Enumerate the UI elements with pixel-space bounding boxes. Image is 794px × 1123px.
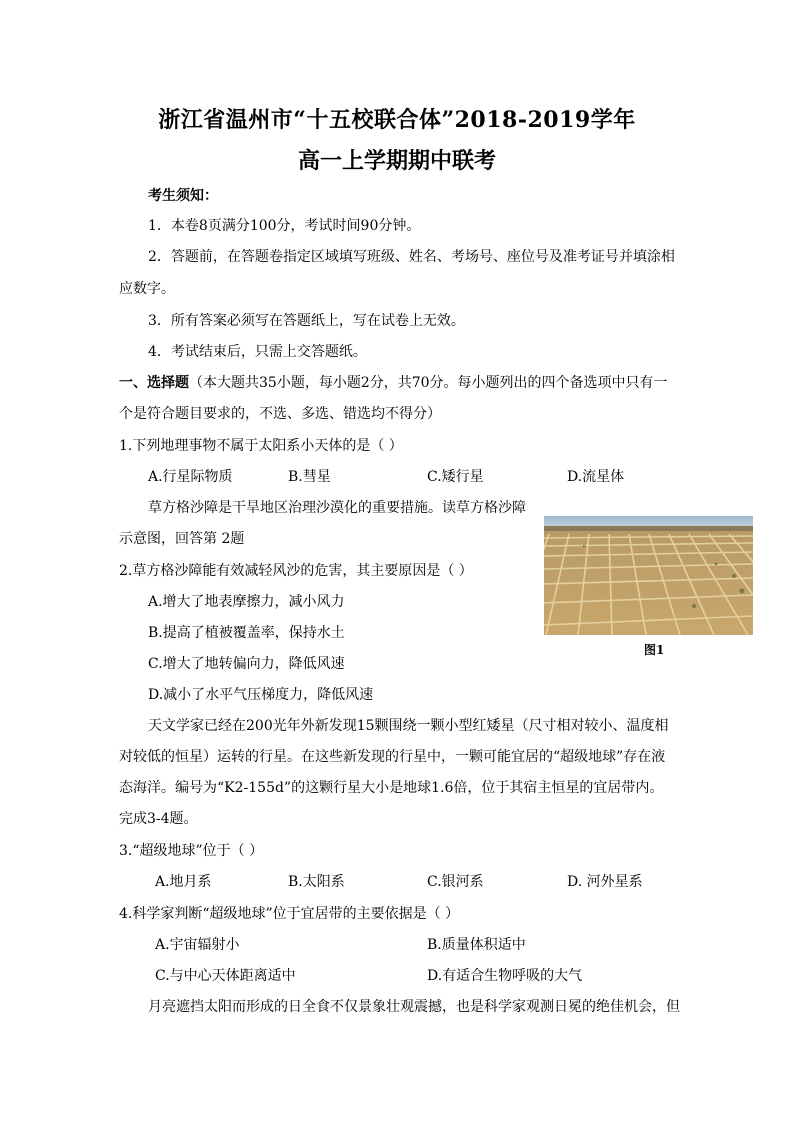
q4-option-d: D.有适合生物呼吸的大气 bbox=[427, 968, 583, 984]
q2-option-d: D.减小了水平气压梯度力，降低风速 bbox=[148, 687, 374, 703]
q4-option-c: C.与中心天体距离适中 bbox=[155, 968, 296, 984]
passage1-line1: 草方格沙障是干旱地区治理沙漠化的重要措施。读草方格沙障 bbox=[148, 500, 526, 516]
q1-option-b: B.彗星 bbox=[288, 469, 331, 485]
q3-option-b: B.太阳系 bbox=[288, 874, 345, 890]
notice-item-3: 3．所有答案必须写在答题纸上，写在试卷上无效。 bbox=[148, 313, 465, 329]
exam-title-line2: 高一上学期期中联考 bbox=[297, 148, 496, 174]
section1-header bbox=[119, 373, 668, 393]
section1-label: 一、选择题 bbox=[119, 375, 189, 391]
q3-option-d: D. 河外星系 bbox=[567, 874, 643, 890]
q1-stem: 1.下列地理事物不属于太阳系小天体的是（ ） bbox=[119, 438, 403, 454]
passage2-line3: 态海洋。编号为“K2-155d”的这颗行星大小是地球1.6倍，位于其宿主恒星的宜居带内。 bbox=[119, 780, 664, 796]
q4-option-b: B.质量体积适中 bbox=[427, 937, 526, 953]
section1-desc: （本大题共35小题，每小题2分，共70分。每小题列出的四个备选项中只有一 bbox=[189, 375, 668, 391]
exam-title-line1: 浙江省温州市“十五校联合体”2018-2019学年 bbox=[158, 107, 636, 133]
section1-desc-cont: 个是符合题目要求的，不选、多选、错选均不得分） bbox=[119, 406, 441, 422]
notice-heading: 考生须知： bbox=[148, 188, 218, 204]
passage2-line4: 完成3-4题。 bbox=[119, 811, 198, 827]
q2-option-a: A.增大了地表摩擦力，减小风力 bbox=[148, 594, 345, 610]
passage3-line1: 月亮遮挡太阳而形成的日全食不仅景象壮观震撼，也是科学家观测日冕的绝佳机会，但 bbox=[148, 999, 680, 1015]
passage2-line1: 天文学家已经在200光年外新发现15颗围绕一颗小型红矮星（尺寸相对较小、温度相 bbox=[148, 718, 669, 734]
q2-stem: 2.草方格沙障能有效减轻风沙的危害，其主要原因是（ ） bbox=[119, 563, 473, 579]
passage1-line2: 示意图，回答第 2题 bbox=[119, 531, 245, 547]
straw-checkerboard-photo bbox=[544, 516, 753, 635]
q2-option-c: C.增大了地转偏向力，降低风速 bbox=[148, 656, 345, 672]
q2-option-b: B.提高了植被覆盖率，保持水土 bbox=[148, 625, 345, 641]
notice-item-1: 1．本卷8页满分100分，考试时间90分钟。 bbox=[148, 218, 421, 234]
notice-item-2-cont: 应数字。 bbox=[119, 281, 175, 297]
q3-stem: 3.“超级地球”位于（ ） bbox=[119, 843, 264, 859]
q3-option-c: C.银河系 bbox=[427, 874, 484, 890]
notice-item-2: 2．答题前，在答题卷指定区域填写班级、姓名、考场号、座位号及准考证号并填涂相 bbox=[148, 249, 675, 265]
q4-stem: 4.科学家判断“超级地球”位于宜居带的主要依据是（ ） bbox=[119, 906, 460, 922]
q1-option-a: A.行星际物质 bbox=[148, 469, 233, 485]
passage2-line2: 对较低的恒星）运转的行星。在这些新发现的行星中，一颗可能宜居的“超级地球”存在液 bbox=[119, 749, 666, 765]
q3-option-a: A.地月系 bbox=[155, 874, 212, 890]
straw-checkerboard-image bbox=[544, 516, 753, 635]
figure1-caption: 图1 bbox=[644, 643, 665, 657]
q4-option-a: A.宇宙辐射小 bbox=[155, 937, 240, 953]
q1-option-d: D.流星体 bbox=[567, 469, 625, 485]
notice-item-4: 4．考试结束后，只需上交答题纸。 bbox=[148, 344, 367, 360]
q1-option-c: C.矮行星 bbox=[427, 469, 484, 485]
